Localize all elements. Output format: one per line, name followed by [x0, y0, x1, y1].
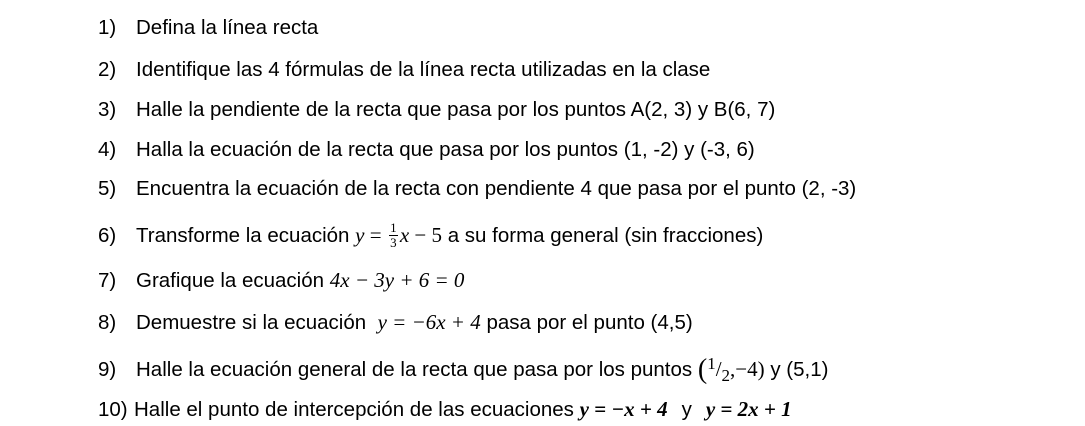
- item-text: Halle el punto de intercepción de las ecuaciones: [134, 398, 574, 421]
- item-number: 2): [98, 58, 117, 81]
- item-number: 3): [98, 98, 117, 121]
- item-number: 5): [98, 177, 117, 200]
- point-numerator: 1: [707, 354, 716, 373]
- item-number: 4): [98, 138, 117, 161]
- eq-variable-y: y: [355, 223, 365, 247]
- list-item: [98, 308, 693, 337]
- item-text: Halle la pendiente de la recta que pasa por los puntos A(2, 3) y B(6, 7): [136, 98, 776, 121]
- eq-variable-x: x: [399, 223, 410, 247]
- item-text: Halla la ecuación de la recta que pasa por los puntos (1, -2) y (-3, 6): [136, 138, 755, 161]
- point-fraction: $(^1/_2,-4)$: [697, 354, 765, 385]
- fraction-denominator: 3: [390, 235, 397, 251]
- item-text-after: y (5,1): [770, 358, 829, 381]
- item-number: 9): [98, 358, 117, 381]
- point-denominator: 2: [721, 366, 731, 385]
- item-text-after: pasa por el punto (4,5): [486, 311, 693, 334]
- list-item: [98, 395, 792, 424]
- item-text: Demuestre si la ecuación: [136, 311, 367, 334]
- fraction: [389, 221, 398, 249]
- point-open-paren: (: [697, 354, 708, 385]
- list-item: [98, 96, 775, 124]
- list-item: [98, 266, 464, 295]
- item-text: Grafique la ecuación: [136, 269, 325, 292]
- conjunction: y: [681, 398, 692, 421]
- item-text-after: a su forma general (sin fracciones): [447, 224, 764, 247]
- item-number: 6): [98, 224, 117, 247]
- equation: [355, 220, 442, 251]
- equation: y = −6x + 4: [377, 310, 481, 334]
- item-number: 8): [98, 311, 117, 334]
- item-text: Defina la línea recta: [136, 16, 319, 39]
- item-number: 7): [98, 269, 117, 292]
- item-text: Transforme la ecuación: [136, 224, 350, 247]
- list-item: [98, 221, 763, 251]
- item-text: Halle la ecuación general de la recta que pasa por los puntos: [136, 358, 693, 381]
- equation: 4x − 3y + 6 = 0: [329, 268, 465, 292]
- list-item: [98, 14, 318, 42]
- eq-equals: =: [364, 223, 387, 247]
- item-number: 1): [98, 16, 117, 39]
- point-rest: ,−4): [730, 357, 765, 381]
- list-item: [98, 56, 710, 84]
- list-item: [98, 136, 755, 164]
- item-text: Encuentra la ecuación de la recta con pendiente 4 que pasa por el punto (2, -3): [136, 177, 857, 200]
- item-text: Identifique las 4 fórmulas de la línea recta utilizadas en la clase: [136, 58, 711, 81]
- equation-1: y = −x + 4: [579, 397, 668, 421]
- item-number: 10): [98, 398, 128, 421]
- fraction-numerator: 1: [390, 220, 397, 236]
- eq-rest: − 5: [409, 223, 442, 247]
- list-item: [98, 175, 856, 203]
- equation-2: y = 2x + 1: [705, 397, 792, 421]
- list-item: [98, 350, 828, 390]
